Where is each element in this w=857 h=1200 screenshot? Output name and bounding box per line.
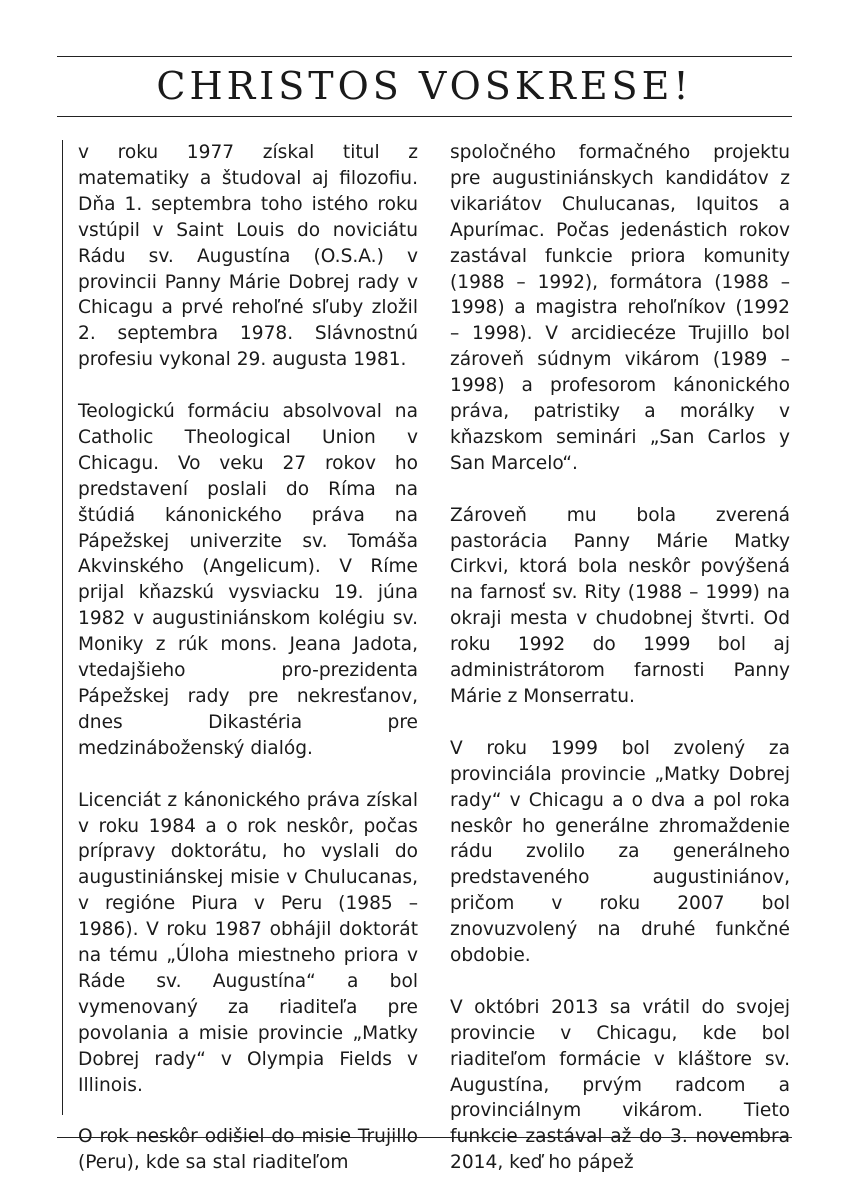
paragraph: V roku 1999 bol zvolený za provinciála provincie „Matky Dobrej rady“ v Chicagu a o dva a pol roka neskôr ho generálne zhromaždenie rádu zvolilo za generálneho predstaveného augustiniánov, pričom v roku 2007 bol znovuzvolený na druhé funkčné obdobie. (450, 737, 790, 967)
top-rule (57, 56, 792, 57)
paragraph: V októbri 2013 sa vrátil do svojej provincie v Chicagu, kde bol riaditeľom formácie v kláštore sv. Augustína, prvým radcom a provinciálnym vikárom. Tieto funkcie zastával až do 3. novembra 2014, keď ho pápež (450, 996, 790, 1174)
paragraph: O rok neskôr odišiel do misie Trujillo (Peru), kde sa stal riaditeľom (78, 1126, 418, 1174)
left-column (78, 140, 418, 1176)
paragraph: v roku 1977 získal titul z matematiky a študoval aj filozofiu. Dňa 1. septembra toho istého roku vstúpil v Saint Louis do noviciátu Rádu sv. Augustína (O.S.A.) v provincii Panny Márie Dobrej rady v Chicagu a prvé rehoľné sľuby zložil 2. septembra 1978. Slávnostnú profesiu vykonal 29. augusta 1981. (78, 142, 418, 371)
page-title: CHRISTOS VOSKRESE! (156, 64, 693, 108)
right-column (450, 140, 790, 1176)
title-underline (57, 116, 792, 117)
paragraph: Licenciát z kánonického práva získal v roku 1984 a o rok neskôr, počas prípravy doktorátu, ho vyslali do augustiniánskej misie v Chulucanas, v regióne Piura v Peru (1985 – 1986). V roku 1987 obhájil doktorát na tému „Úloha miestneho priora v Ráde sv. Augustína“ a bol vymenovaný za riaditeľa pre povolania a misie provincie „Matky Dobrej rady“ v Olympia Fields v Illinois. (78, 789, 418, 1096)
paragraph: Zároveň mu bola zverená pastorácia Panny Márie Matky Cirkvi, ktorá bola neskôr povýšená na farnosť sv. Rity (1988 – 1999) na okraji mesta v chudobnej štvrti. Od roku 1992 do 1999 bol aj administrátorom farnosti Panny Márie z Monserratu. (450, 504, 790, 708)
paragraph: spoločného formačného projektu pre augustiniánskych kandidátov z vikariátov Chulucanas, Iquitos a Apurímac. Počas jedenástich rokov zastával funkcie priora komunity (1988 – 1992), formátora (1988 – 1998) a magistra rehoľníkov (1992 – 1998). V arcidiecéze Trujillo bol zároveň súdnym vikárom (1989 – 1998) a profesorom kánonického práva, patristiky a morálky v kňazskom seminári „San Carlos y San Marcelo“. (450, 142, 790, 474)
paragraph: Teologickú formáciu absolvoval na Catholic Theological Union v Chicagu. Vo veku 27 rokov ho predstavení poslali do Ríma na štúdiá kánonického práva na Pápežskej univerzite sv. Tomáša Akvinského (Angelicum). V Ríme prijal kňazskú vysviacku 19. júna 1982 v augustiniánskom kolégiu sv. Moniky z rúk mons. Jeana Jadota, vtedajšieho pro-prezidenta Pápežskej rady pre nekresťanov, dnes Dikastéria pre medzináboženský dialóg. (78, 401, 418, 759)
bottom-rule (57, 1137, 792, 1138)
column-margin-line (62, 140, 63, 1115)
